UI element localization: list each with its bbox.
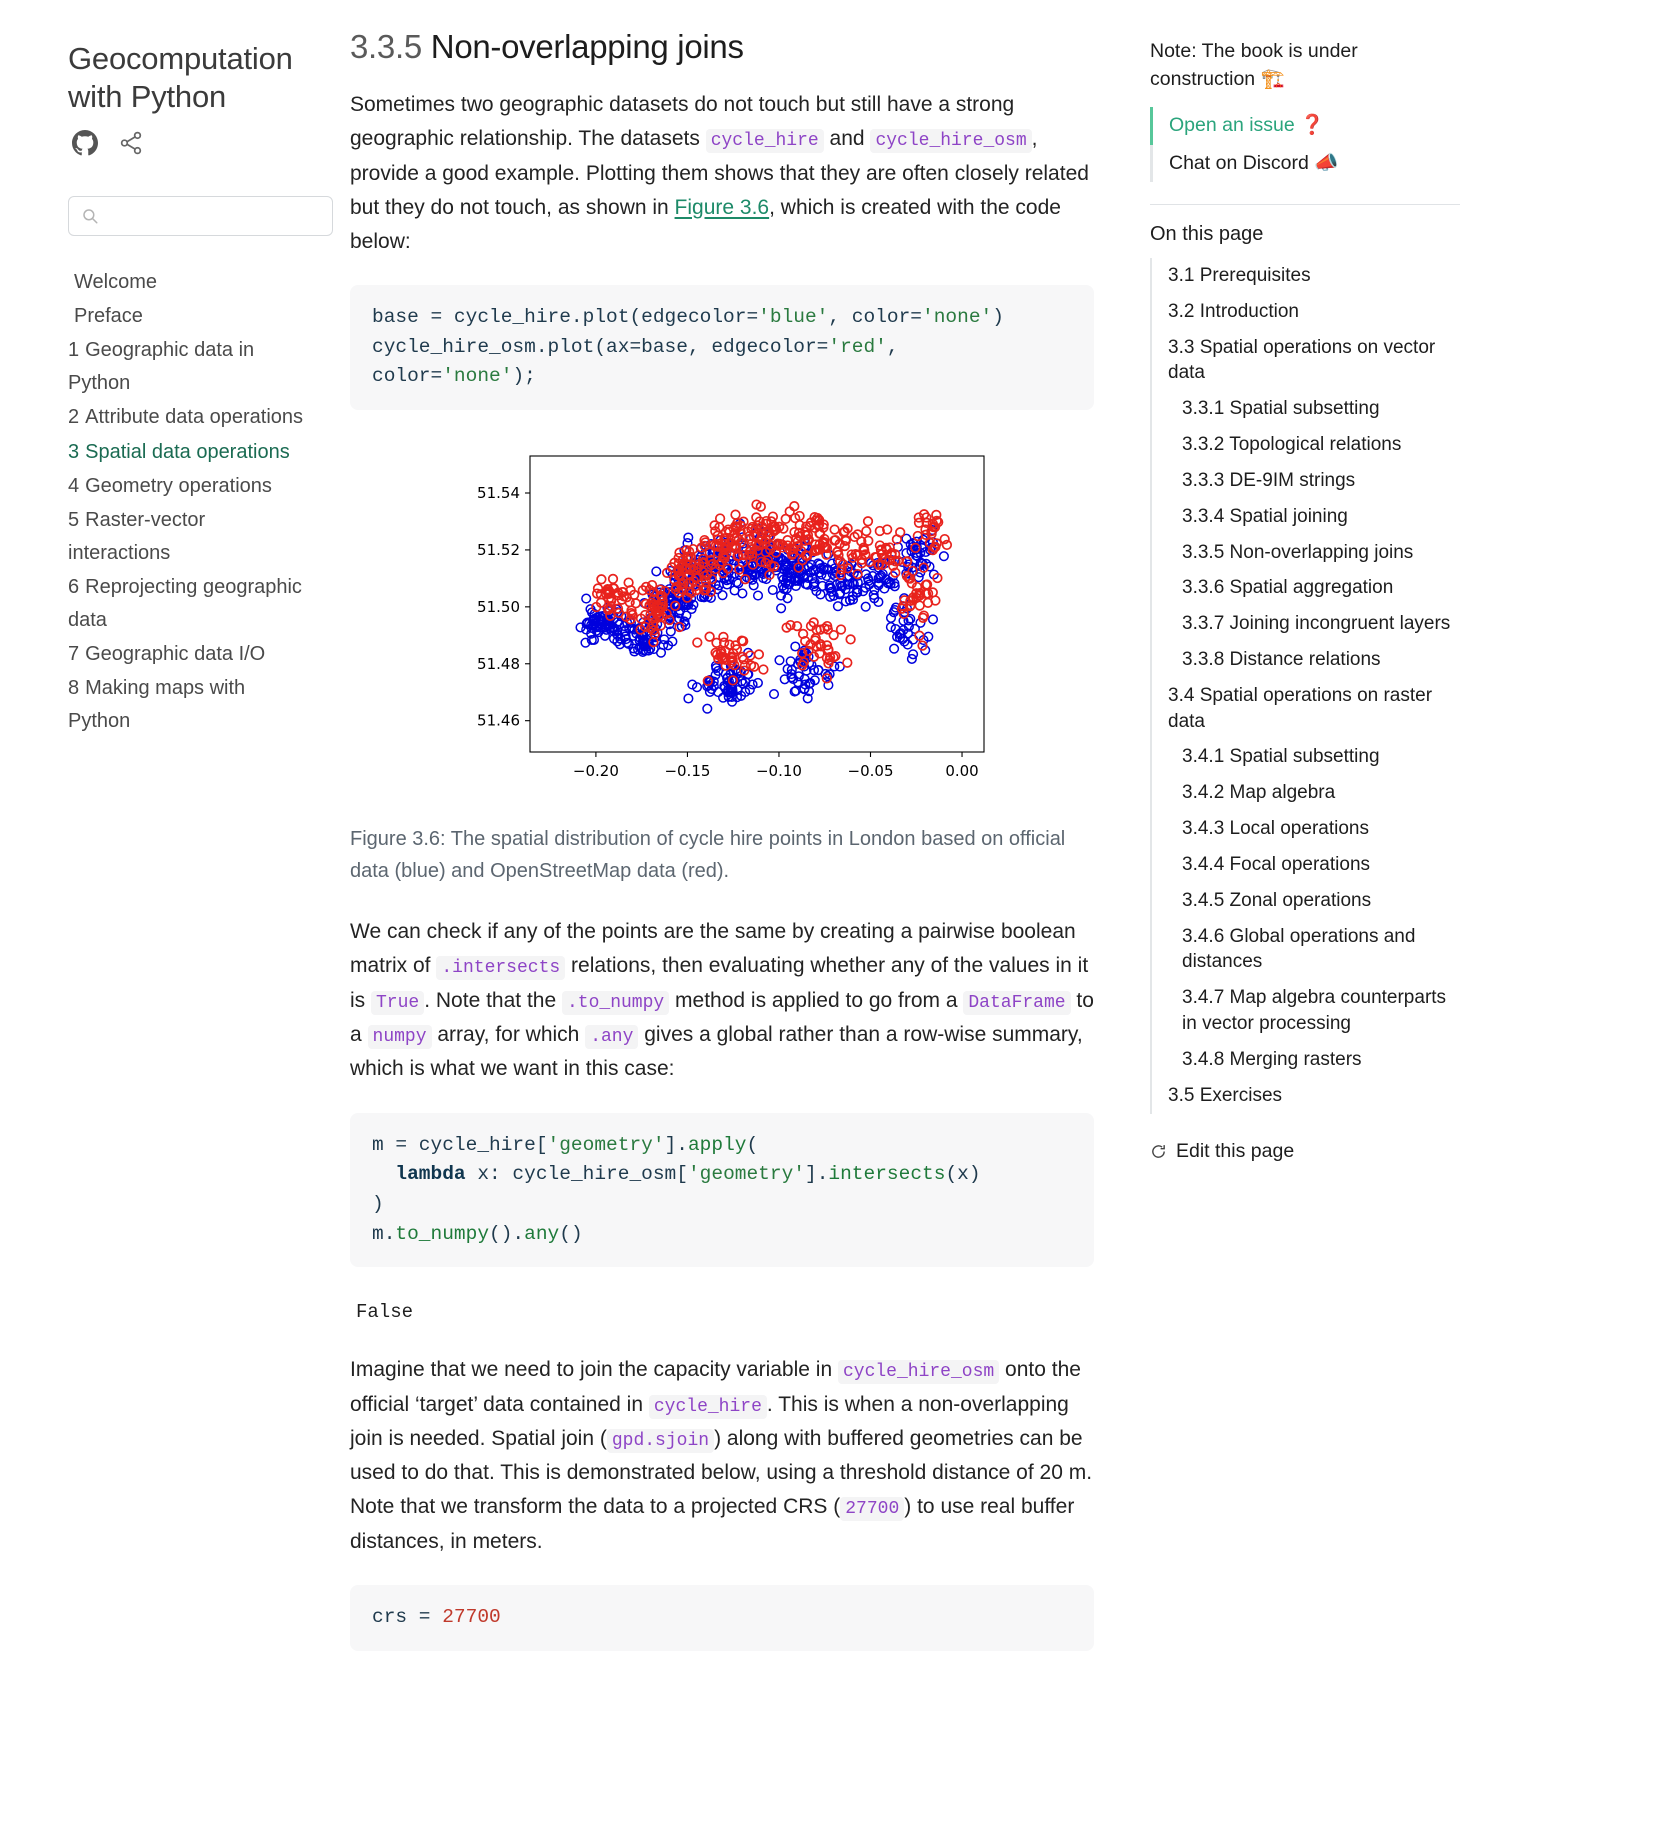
figure-3-6 [350, 444, 1094, 887]
text-run: Sometimes two geographic datasets do not touch but still have a strong geographic relationship. The datasets [350, 93, 1015, 151]
sidebar-item-label: Reprojecting geographic data [68, 576, 302, 631]
sidebar-item-number: 1 [68, 339, 80, 362]
y-tick-label: 51.48 [477, 654, 520, 673]
text-run: array, for which [431, 1023, 586, 1047]
code-run: m = cycle_hire[ [372, 1133, 548, 1156]
paragraph-intro [350, 88, 1094, 259]
text-run: onto the official ‘target’ data contained in [350, 1358, 1081, 1416]
code-run: ]. [805, 1163, 829, 1186]
issue-links [1150, 107, 1460, 182]
code-block-crs [350, 1585, 1094, 1651]
code-string: 'geometry' [547, 1133, 665, 1156]
sidebar-item-label: Spatial data operations [85, 440, 290, 463]
code-string: 'geometry' [687, 1163, 805, 1186]
open-an-issue-link[interactable]: Open an issue ❓ [1150, 107, 1460, 144]
toc-heading: On this page [1150, 222, 1264, 245]
code-string: 'blue' [758, 306, 829, 329]
inline-code-any: .any [585, 1025, 638, 1049]
code-function: to_numpy [395, 1222, 490, 1245]
y-tick-label: 51.54 [477, 484, 520, 503]
left-sidebar [0, 0, 340, 779]
divider [1150, 204, 1460, 205]
toc-item[interactable] [1152, 811, 1460, 847]
inline-code-dataframe: DataFrame [963, 991, 1070, 1015]
code-run: base = cycle_hire.plot(edgecolor= [372, 306, 759, 329]
text-run: We can check if any of the points are the same by creating a pairwise boolean matrix of [350, 920, 1076, 978]
sidebar-item-preface[interactable] [68, 300, 310, 332]
code-run: ) [372, 1192, 384, 1215]
inline-code-intersects: .intersects [436, 956, 565, 980]
paragraph-join-capacity [350, 1353, 1094, 1559]
main-content [340, 0, 1130, 1725]
code-number: 27700 [442, 1605, 501, 1628]
toc-item-label: 3.3.7 Joining incongruent layers [1182, 613, 1451, 635]
inline-code-true: True [371, 991, 424, 1015]
toc-item[interactable] [1152, 535, 1460, 571]
section-number: 3.3.5 [350, 28, 422, 65]
code-run: m. [372, 1222, 396, 1245]
toc-item[interactable] [1152, 606, 1460, 642]
right-sidebar [1130, 0, 1490, 1203]
toc-item-label: 3.3.4 Spatial joining [1182, 505, 1348, 527]
code-run: x: cycle_hire_osm[ [465, 1163, 688, 1186]
text-run: relations, then evaluating whether any of the values in it is [350, 954, 1089, 1012]
toc-item-label: 3.3 Spatial operations on vector data [1168, 336, 1436, 384]
inline-code-cycle-hire-2: cycle_hire [649, 1395, 767, 1419]
code-string: 'red' [828, 335, 887, 358]
sidebar-item-label: Raster-vector interactions [68, 509, 206, 564]
x-tick-label: −0.10 [755, 762, 802, 781]
code-string: 'none' [922, 306, 993, 329]
sidebar-item-number: 4 [68, 474, 80, 497]
toc-item[interactable] [1152, 883, 1460, 919]
sidebar-item-label: Attribute data operations [85, 406, 304, 429]
text-run: to a [350, 988, 1094, 1047]
toc-item-label: 3.3.8 Distance relations [1182, 648, 1381, 670]
series-red [592, 500, 951, 685]
text-run: ) along with buffered geometries can be used to do that. This is demonstrated below, using a threshold distance of 20 m. Note that we transform the data to a projected CRS ( [350, 1426, 1093, 1519]
code-block-intersects [350, 1113, 1094, 1268]
text-run: method is applied to go from a [669, 988, 964, 1012]
sidebar-item-label: Geographic data I/O [85, 642, 266, 665]
toc-item[interactable] [1152, 570, 1460, 606]
toc-item[interactable] [1152, 642, 1460, 678]
code-run: (). [489, 1222, 525, 1245]
code-run: , color= [828, 306, 923, 329]
code-run: ]. [664, 1133, 688, 1156]
github-icon[interactable] [72, 130, 98, 156]
toc-item-label: 3.3.3 DE-9IM strings [1182, 469, 1356, 491]
book-title: Geocomputation with Python [68, 41, 293, 114]
toc-item-label: 3.4.8 Merging rasters [1182, 1048, 1362, 1070]
sidebar-item-number: 8 [68, 677, 80, 700]
toc-item-label: 3.4.6 Global operations and distances [1182, 925, 1416, 973]
code-run: ); [512, 365, 536, 388]
toc-item[interactable] [1152, 294, 1460, 330]
code-run: ( [746, 1133, 759, 1156]
text-run: . This is when a non-overlapping join is needed. Spatial join ( [350, 1392, 1069, 1450]
sidebar-item-label: Geographic data in Python [68, 339, 255, 394]
share-icon[interactable] [118, 130, 144, 156]
toc-item-label: 3.3.6 Spatial aggregation [1182, 577, 1394, 599]
toc-item[interactable] [1152, 1078, 1460, 1114]
toc-item-label: 3.4.2 Map algebra [1182, 782, 1336, 804]
inline-code-to-numpy: .to_numpy [562, 991, 669, 1015]
sidebar-item-welcome[interactable] [68, 266, 310, 298]
text-run: , provide a good example. Plotting them shows that they are often closely related but they do not touch, as shown in [350, 127, 1089, 219]
edit-this-page-link[interactable] [1150, 1140, 1460, 1163]
sidebar-item-geometry-operations[interactable] [68, 470, 310, 502]
sidebar-item-attribute-data-operations[interactable] [68, 401, 310, 433]
sidebar-item-number: 6 [68, 576, 80, 599]
inline-code-27700: 27700 [840, 1497, 904, 1521]
y-tick-label: 51.46 [477, 711, 520, 730]
scatter-plot-svg [442, 444, 1002, 804]
x-tick-label: −0.15 [664, 762, 711, 781]
chat-on-discord-link[interactable]: Chat on Discord 📣 [1150, 145, 1460, 182]
toc-item-label: 3.4.5 Zonal operations [1182, 889, 1372, 911]
toc-item-label: 3.4.4 Focal operations [1182, 853, 1371, 875]
toc-item[interactable] [1152, 258, 1460, 294]
code-block-plot [350, 285, 1094, 410]
code-run: cycle_hire_osm.plot(ax=base, edgecolor= [372, 335, 829, 358]
code-function: apply [687, 1133, 747, 1156]
sidebar-item-label: Welcome [74, 270, 157, 293]
toc-item-label: 3.3.1 Spatial subsetting [1182, 398, 1380, 420]
sidebar-item-number: 7 [68, 642, 80, 665]
toc-item[interactable] [1152, 678, 1460, 740]
text-run: . Note that the [424, 988, 562, 1012]
toc-item[interactable] [1152, 463, 1460, 499]
text-run: , which is created with the code below: [350, 195, 1061, 253]
toc-list [1150, 258, 1460, 1114]
toc-item-label: 3.4 Spatial operations on raster data [1168, 684, 1433, 732]
code-keyword: lambda [395, 1163, 466, 1186]
text-run: and [823, 127, 871, 151]
sidebar-item-label: Making maps with Python [68, 677, 246, 732]
toc-item-label: 3.3.5 Non-overlapping joins [1182, 541, 1414, 563]
sidebar-item-reprojecting-geographic-data[interactable] [68, 571, 310, 636]
toc-item[interactable] [1152, 775, 1460, 811]
sidebar-item-number: 2 [68, 406, 80, 429]
toc-item[interactable] [1152, 739, 1460, 775]
sidebar-nav [68, 266, 310, 737]
toc-item[interactable] [1152, 330, 1460, 392]
code-run: , [886, 335, 899, 358]
sidebar-item-raster-vector-interactions[interactable] [68, 504, 310, 569]
toc-item[interactable] [1152, 427, 1460, 463]
text-run: Imagine that we need to join the capacity variable in [350, 1358, 838, 1382]
section-title-text: Non-overlapping joins [430, 28, 744, 65]
sidebar-item-geographic-data-in-python[interactable] [68, 334, 310, 399]
code-function: intersects [828, 1163, 946, 1186]
code-string: 'none' [442, 365, 513, 388]
code-function: any [524, 1222, 560, 1245]
toc-item[interactable] [1152, 391, 1460, 427]
toc-item-label: 3.3.2 Topological relations [1182, 434, 1402, 456]
inline-code-cycle-hire-osm-2: cycle_hire_osm [838, 1360, 999, 1384]
y-tick-label: 51.52 [477, 541, 520, 560]
sidebar-item-number: 5 [68, 509, 80, 532]
inline-code-numpy: numpy [368, 1025, 432, 1049]
sidebar-item-label: Preface [74, 305, 143, 328]
sidebar-item-geographic-data-io[interactable] [68, 638, 310, 670]
text-run: ) to use real buffer distances, in meters. [350, 1495, 1075, 1553]
sidebar-item-making-maps-with-python[interactable] [68, 672, 310, 737]
search-box[interactable] [68, 196, 333, 236]
inline-code-gpd-sjoin: gpd.sjoin [607, 1429, 714, 1453]
sidebar-item-label: Geometry operations [85, 474, 272, 497]
search-icon [81, 207, 99, 225]
toc-item-label: 3.1 Prerequisites [1168, 264, 1311, 286]
figure-link[interactable]: Figure 3.6 [674, 195, 770, 219]
sidebar-item-number: 3 [68, 440, 80, 463]
toc-item[interactable] [1152, 847, 1460, 883]
inline-code-cycle-hire-osm: cycle_hire_osm [870, 129, 1031, 153]
code-run: (x) [945, 1163, 981, 1186]
social-links [72, 130, 310, 156]
search-input[interactable] [107, 206, 307, 225]
plot-area [576, 500, 951, 713]
toc-item-label: 3.4.1 Spatial subsetting [1182, 746, 1380, 768]
toc-item[interactable] [1152, 499, 1460, 535]
x-tick-label: −0.20 [572, 762, 619, 781]
scatter-plot [350, 444, 1094, 804]
y-tick-label: 51.50 [477, 597, 520, 616]
x-tick-label: −0.05 [847, 762, 894, 781]
sidebar-item-spatial-data-operations[interactable] [68, 436, 310, 468]
construction-note: Note: The book is under construction 🏗️ [1150, 40, 1358, 90]
figure-caption: Figure 3.6: The spatial distribution of cycle hire points in London based on official data (blue) and OpenStreetMap data (red). [350, 828, 1066, 882]
toc-item[interactable] [1152, 919, 1460, 981]
toc-item[interactable] [1152, 1042, 1460, 1078]
toc-item-label: 3.2 Introduction [1168, 300, 1299, 322]
toc-item[interactable] [1152, 980, 1460, 1042]
text-run: gives a global rather than a row-wise summary, which is what we want in this case: [350, 1023, 1083, 1081]
code-run: crs = [372, 1605, 443, 1628]
x-tick-label: 0.00 [945, 762, 979, 781]
code-run: ) [992, 306, 1004, 329]
edit-icon [1150, 1143, 1167, 1160]
toc-item-label: 3.5 Exercises [1168, 1084, 1283, 1106]
code-output-false: False [356, 1301, 414, 1324]
inline-code-cycle-hire: cycle_hire [706, 129, 824, 153]
page-title [350, 28, 1094, 66]
paragraph-intersects [350, 915, 1094, 1086]
edit-this-page-label: Edit this page [1176, 1139, 1295, 1162]
code-run: () [559, 1222, 583, 1245]
toc-item-label: 3.4.7 Map algebra counterparts in vector processing [1182, 987, 1447, 1035]
toc-item-label: 3.4.3 Local operations [1182, 818, 1369, 840]
code-run: color= [372, 365, 443, 388]
